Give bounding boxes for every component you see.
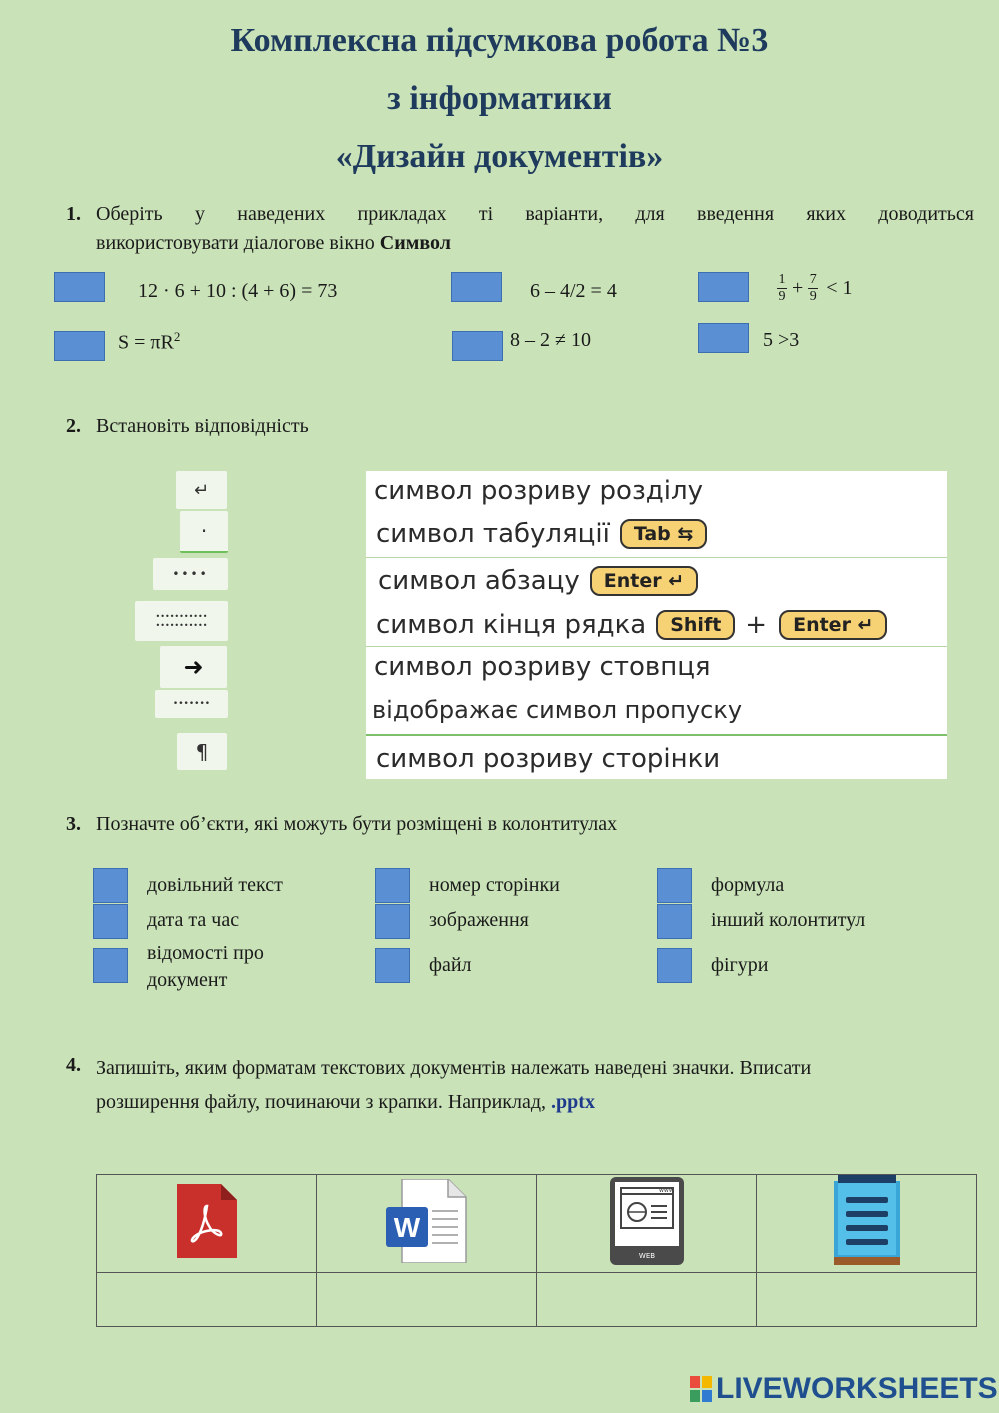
icon-cell (537, 1175, 757, 1273)
icon-cell (317, 1175, 537, 1273)
answer-input-pdf[interactable] (97, 1273, 316, 1326)
q3-checkbox-2[interactable] (375, 868, 410, 903)
pilcrow-symbol[interactable]: ¶ (177, 733, 227, 770)
enter-key-icon: Enter ↵ (590, 566, 698, 596)
arrow-right-symbol[interactable]: ➜ (160, 646, 227, 688)
q1-checkbox-1[interactable] (54, 272, 105, 302)
q3-checkbox-5[interactable] (375, 904, 410, 939)
desc-space[interactable]: відображає символ пропуску (372, 696, 743, 724)
short-dots-symbol[interactable]: •••• (153, 558, 228, 590)
desc-paragraph[interactable]: символ абзацу Enter ↵ (378, 561, 698, 601)
q3-number: 3. (66, 813, 81, 835)
q4-text-line1: Запишіть, яким форматам текстових документів належать наведені значки. Вписати (96, 1057, 812, 1079)
dots-row-symbol[interactable]: ••••••• (155, 690, 228, 718)
middle-dot-symbol[interactable]: · (180, 511, 228, 553)
q3-checkbox-3[interactable] (657, 868, 692, 903)
q3-option-6: інший колонтитул (711, 909, 866, 931)
q3-checkbox-4[interactable] (93, 904, 128, 939)
desc-section-break[interactable]: символ розриву розділу (374, 476, 703, 506)
q4-number: 4. (66, 1054, 81, 1076)
q1-checkbox-3[interactable] (698, 272, 749, 302)
notepad-icon (832, 1175, 902, 1267)
q3-checkbox-6[interactable] (657, 904, 692, 939)
q1-text-line1: Оберіть у наведених прикладах ті варіанти, для введення яких доводиться (96, 203, 974, 225)
answer-input-web[interactable] (537, 1273, 756, 1326)
answer-cell-1[interactable] (97, 1273, 317, 1327)
answers-table (96, 1174, 977, 1327)
pdf-icon (177, 1184, 237, 1258)
enter-key-icon-2: Enter ↵ (779, 610, 887, 640)
q4-text-line2: розширення файлу, починаючи з крапки. Наприклад, .pptx (96, 1091, 595, 1113)
q1-option-3: 1 9 + 7 9 < 1 (778, 272, 853, 304)
q1-number: 1. (66, 203, 81, 225)
q3-option-2: номер сторінки (429, 874, 560, 896)
q1-option-1: 12 · 6 + 10 : (4 + 6) = 73 (138, 280, 338, 302)
q3-checkbox-9[interactable] (657, 948, 692, 983)
q3-option-7: відомості про документ (147, 942, 264, 991)
q3-option-5: зображення (429, 909, 529, 931)
logo-text: LIVEWORKSHEETS (716, 1372, 998, 1405)
icon-cell (757, 1175, 977, 1273)
q1-checkbox-6[interactable] (698, 323, 749, 353)
q1-bold-word: Символ (379, 232, 451, 254)
q3-option-3: формула (711, 874, 785, 896)
web-label: WEB (638, 1252, 655, 1260)
live-badge-icon (690, 1376, 714, 1402)
answer-cell-4[interactable] (757, 1273, 977, 1327)
q3-checkbox-8[interactable] (375, 948, 410, 983)
q3-option-1: довільний текст (147, 874, 283, 896)
answer-input-notepad[interactable] (757, 1273, 976, 1326)
q1-checkbox-4[interactable] (54, 331, 105, 361)
q1-option-5: 8 – 2 ≠ 10 (510, 329, 591, 351)
q2-text: Встановіть відповідність (96, 415, 309, 437)
page-title-line1: Комплексна підсумкова робота №3 (230, 22, 769, 59)
desc-line-break[interactable]: символ кінця рядка Shift + Enter ↵ (376, 605, 887, 645)
liveworksheets-logo (690, 1372, 998, 1406)
divider (366, 557, 947, 558)
q3-text: Позначте об’єкти, які можуть бути розміщені в колонтитулах (96, 813, 618, 835)
q3-checkbox-1[interactable] (93, 868, 128, 903)
word-icon (386, 1179, 468, 1263)
word-letter: W (393, 1212, 420, 1243)
web-icon (609, 1176, 685, 1266)
q2-number: 2. (66, 415, 81, 437)
q1-option-4: $S = \pi R^2$ (118, 329, 181, 354)
q3-option-4: дата та час (147, 909, 240, 931)
answer-cell-3[interactable] (537, 1273, 757, 1327)
desc-tab[interactable]: символ табуляції Tab ⇆ (376, 514, 707, 554)
answer-cell-2[interactable] (317, 1273, 537, 1327)
double-dots-symbol[interactable]: ••••••••••• ••••••••••• (135, 601, 228, 641)
q1-option-6: 5 >3 (763, 329, 800, 351)
divider (366, 734, 947, 736)
q1-checkbox-5[interactable] (452, 331, 503, 361)
example-extension: .pptx (551, 1091, 595, 1113)
enter-arrow-symbol[interactable]: ↵ (176, 471, 227, 509)
q1-text-line2: використовувати діалогове вікно Символ (96, 232, 451, 254)
web-www-label: www (658, 1187, 674, 1194)
q3-checkbox-7[interactable] (93, 948, 128, 983)
q3-option-9: фігури (711, 954, 769, 976)
page-title-line3: «Дизайн документів» (335, 138, 664, 175)
shift-key-icon: Shift (656, 610, 735, 640)
q1-option-2: 6 – 4/2 = 4 (530, 280, 617, 302)
page-title-line2: з інформатики (387, 80, 612, 117)
icon-cell (97, 1175, 317, 1273)
answer-input-word[interactable] (317, 1273, 536, 1326)
q1-checkbox-2[interactable] (451, 272, 502, 302)
desc-page-break[interactable]: символ розриву сторінки (376, 744, 721, 774)
tab-key-icon: Tab ⇆ (620, 519, 707, 549)
q3-option-8: файл (429, 954, 472, 976)
desc-column-break[interactable]: символ розриву стовпця (374, 652, 711, 682)
